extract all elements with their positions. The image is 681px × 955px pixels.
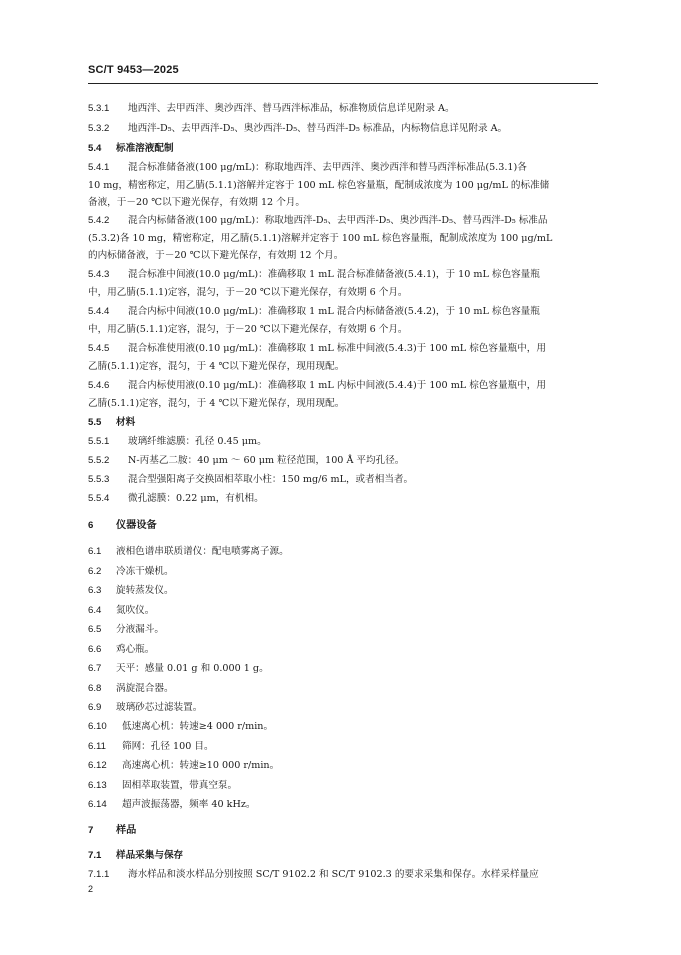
clause-text: 混合内标储备液(100 μg/mL)：称取地西泮-D₅、去甲西泮-D₅、奥沙西泮-D₅、替马西泮-D₅ 标准品	[128, 215, 548, 226]
clause-text: 涡旋混合器。	[116, 683, 174, 694]
clause-text: 固相萃取装置，带真空泵。	[122, 780, 238, 791]
clause-continuation	[88, 324, 602, 336]
section-heading	[88, 850, 602, 862]
clause-number: 6.3	[88, 585, 102, 596]
clause-text: 混合标准使用液(0.10 μg/mL)：准确移取 1 mL 标准中间液(5.4.3)于 100 mL 棕色容量瓶中，用	[128, 343, 546, 354]
clause-text: 中，用乙腈(5.1.1)定容，混匀，于－20 ℃以下避光保存，有效期 6 个月。	[88, 324, 408, 335]
clause-number: 6.5	[88, 624, 102, 635]
clause-text: 地西泮-D₅、去甲西泮-D₅、奥沙西泮-D₅、替马西泮-D₅ 标准品，内标物信息详见附录 A。	[128, 123, 508, 134]
clause-text: 氮吹仪。	[116, 605, 155, 616]
clause-continuation	[88, 197, 602, 209]
clause-line	[88, 869, 602, 881]
clause-number: 5.4.2	[88, 215, 110, 226]
clause-text: 液相色谱串联质谱仪：配电喷雾离子源。	[116, 546, 289, 557]
clause-text: 混合内标使用液(0.10 μg/mL)：准确移取 1 mL 内标中间液(5.4.4)于 100 mL 棕色容量瓶中，用	[128, 380, 546, 391]
clause-text: 的内标储备液，于－20 ℃以下避光保存，有效期 12 个月。	[88, 250, 344, 261]
clause-line	[88, 343, 602, 355]
clause-text: (5.3.2)各 10 mg，精密称定，用乙腈(5.1.1)溶解并定容于 100 mL 棕色容量瓶，配制成浓度为 100 μg/mL	[88, 233, 553, 244]
clause-line	[88, 103, 602, 115]
clause-number: 6	[88, 520, 94, 531]
clause-line	[88, 741, 602, 753]
clause-text: 混合标准储备液(100 μg/mL)：称取地西泮、去甲西泮、奥沙西泮和替马西泮标准品(5.3.1)各	[128, 162, 527, 173]
clause-text: 超声波振荡器，频率 40 kHz。	[122, 799, 256, 810]
clause-text: 海水样品和淡水样品分别按照 SC/T 9102.2 和 SC/T 9102.3 的要求采集和保存。水样采样量应	[128, 869, 539, 880]
clause-number: 6.10	[88, 721, 107, 732]
clause-number: 7.1.1	[88, 869, 110, 880]
clause-text: 混合内标中间液(10.0 μg/mL)：准确移取 1 mL 混合内标储备液(5.4.2)，于 10 mL 棕色容量瓶	[128, 306, 540, 317]
chapter-heading	[88, 825, 602, 837]
clause-line	[88, 455, 602, 467]
clause-number: 6.8	[88, 683, 102, 694]
clause-line	[88, 644, 602, 656]
clause-number: 5.4.3	[88, 269, 110, 280]
clause-number: 6.11	[88, 741, 106, 752]
page-number: 2	[88, 884, 94, 894]
clause-number: 6.14	[88, 799, 107, 810]
clause-continuation	[88, 233, 602, 245]
clause-line	[88, 760, 602, 772]
clause-line	[88, 624, 602, 636]
clause-text: 地西泮、去甲西泮、奥沙西泮、替马西泮标准品，标准物质信息详见附录 A。	[128, 103, 455, 114]
clause-number: 6.13	[88, 780, 107, 791]
clause-text: 高速离心机：转速≥10 000 r/min。	[122, 760, 280, 771]
clause-text: 乙腈(5.1.1)定容，混匀，于 4 ℃以下避光保存，现用现配。	[88, 398, 345, 409]
clause-number: 5.4.5	[88, 343, 110, 354]
clause-number: 6.2	[88, 566, 102, 577]
clause-line	[88, 123, 602, 135]
header-rule	[88, 83, 598, 84]
clause-text: 混合型强阳离子交换固相萃取小柱：150 mg/6 mL，或者相当者。	[128, 474, 414, 485]
clause-number: 6.4	[88, 605, 102, 616]
clause-line	[88, 306, 602, 318]
clause-number: 5.5.1	[88, 436, 110, 447]
clause-number: 6.9	[88, 702, 102, 713]
clause-number: 7.1	[88, 850, 102, 861]
clause-text: 材料	[116, 417, 136, 428]
clause-line	[88, 780, 602, 792]
clause-line	[88, 585, 602, 597]
clause-text: 样品采集与保存	[116, 850, 184, 861]
clause-number: 5.3.1	[88, 103, 110, 114]
clause-number: 6.6	[88, 644, 102, 655]
clause-line	[88, 215, 602, 227]
clause-text: 乙腈(5.1.1)定容，混匀，于 4 ℃以下避光保存，现用现配。	[88, 361, 345, 372]
clause-number: 5.5	[88, 417, 102, 428]
clause-text: 低速离心机：转速≥4 000 r/min。	[122, 721, 274, 732]
clause-line	[88, 493, 602, 505]
clause-text: 天平：感量 0.01 g 和 0.000 1 g。	[116, 663, 269, 674]
document-code: SC/T 9453—2025	[88, 64, 179, 76]
clause-text: 玻璃砂芯过滤装置。	[116, 702, 203, 713]
clause-continuation	[88, 250, 602, 262]
clause-text: 旋转蒸发仪。	[116, 585, 174, 596]
clause-number: 7	[88, 825, 94, 836]
clause-text: 样品	[116, 825, 137, 836]
clause-line	[88, 380, 602, 392]
chapter-heading	[88, 520, 602, 532]
clause-number: 5.3.2	[88, 123, 110, 134]
clause-line	[88, 605, 602, 617]
clause-text: 备液，于－20 ℃以下避光保存，有效期 12 个月。	[88, 197, 305, 208]
clause-continuation	[88, 287, 602, 299]
clause-number: 6.12	[88, 760, 107, 771]
clause-number: 5.5.3	[88, 474, 110, 485]
clause-line	[88, 269, 602, 281]
clause-text: 仪器设备	[116, 520, 157, 531]
clause-text: 分液漏斗。	[116, 624, 164, 635]
clause-line	[88, 436, 602, 448]
clause-text: 10 mg，精密称定，用乙腈(5.1.1)溶解并定容于 100 mL 棕色容量瓶，配制成浓度为 100 μg/mL 的标准储	[88, 180, 550, 191]
clause-number: 5.4.4	[88, 306, 110, 317]
section-heading	[88, 143, 602, 155]
section-heading	[88, 417, 602, 429]
clause-number: 5.5.2	[88, 455, 110, 466]
clause-number: 6.7	[88, 663, 102, 674]
clause-text: 混合标准中间液(10.0 μg/mL)：准确移取 1 mL 混合标准储备液(5.4.1)，于 10 mL 棕色容量瓶	[128, 269, 540, 280]
clause-number: 5.4.6	[88, 380, 110, 391]
clause-text: N-丙基乙二胺：40 μm ～ 60 μm 粒径范围，100 Å 平均孔径。	[128, 455, 405, 466]
clause-line	[88, 799, 602, 811]
clause-line	[88, 162, 602, 174]
clause-number: 5.5.4	[88, 493, 110, 504]
clause-line	[88, 721, 602, 733]
clause-continuation	[88, 361, 602, 373]
clause-continuation	[88, 180, 602, 192]
clause-text: 微孔滤膜：0.22 μm，有机相。	[128, 493, 264, 504]
clause-line	[88, 702, 602, 714]
clause-line	[88, 566, 602, 578]
clause-text: 冷冻干燥机。	[116, 566, 174, 577]
clause-continuation	[88, 398, 602, 410]
clause-number: 6.1	[88, 546, 102, 557]
clause-line	[88, 474, 602, 486]
clause-text: 标准溶液配制	[116, 143, 174, 154]
clause-number: 5.4	[88, 143, 102, 154]
clause-line	[88, 663, 602, 675]
clause-text: 中，用乙腈(5.1.1)定容，混匀，于－20 ℃以下避光保存，有效期 6 个月。	[88, 287, 408, 298]
clause-text: 筛网：孔径 100 目。	[122, 741, 214, 752]
clause-line	[88, 546, 602, 558]
clause-text: 鸡心瓶。	[116, 644, 155, 655]
clause-number: 5.4.1	[88, 162, 110, 173]
clause-line	[88, 683, 602, 695]
clause-text: 玻璃纤维滤膜：孔径 0.45 μm。	[128, 436, 267, 447]
